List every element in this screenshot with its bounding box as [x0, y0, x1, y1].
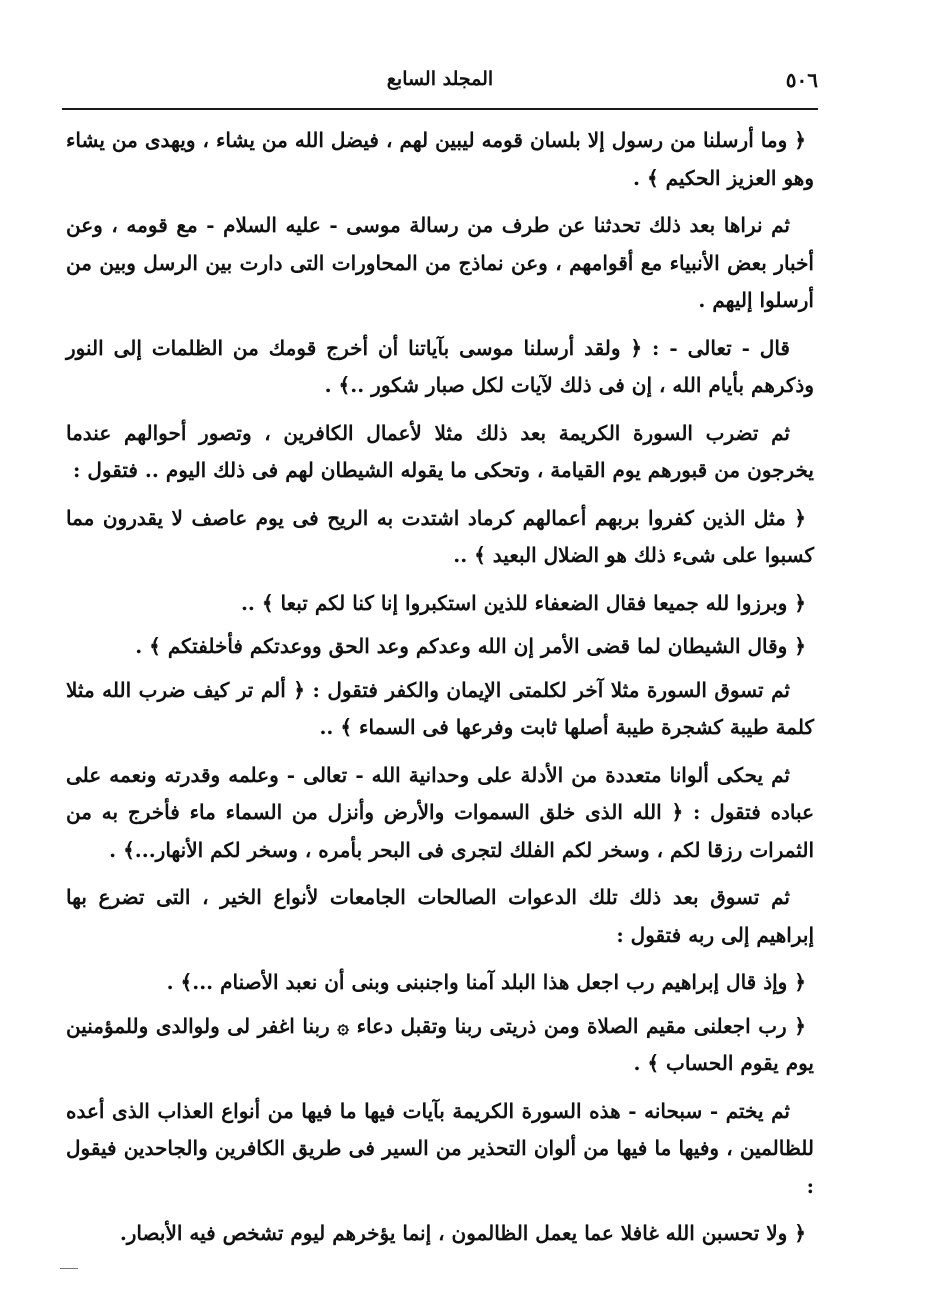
paragraph: ثم تسوق بعد ذلك تلك الدعوات الصالحات الجامعات لأنواع الخير ، التى تضرع بها إبراهيم إلى ربه فتقول : — [66, 885, 814, 947]
paragraph: ثم نراها بعد ذلك تحدثنا عن طرف من رسالة موسى - عليه السلام - مع قومه ، وعن أخبار بعض الأنبياء مع أقوامهم ، وعن نماذج من المحاورات التى دارت بين الرسل وبين من أرسلوا إليهم . — [66, 213, 814, 312]
page-body — [66, 122, 814, 1263]
paragraph-verse: ﴿ رب اجعلنى مقيم الصلاة ومن ذريتى ربنا وتقبل دعاء ۞ ربنا اغفر لى ولوالدى وللمؤمنين يوم يقوم الحساب ﴾ . — [66, 1013, 814, 1075]
paragraph: ثم يحكى ألوانا متعددة من الأدلة على وحدانية الله - تعالى - وعلمه وقدرته ونعمه على عباده فتقول : ﴿ الله الذى خلق السموات والأرض وأنزل من السماء ماء فأخرج به من الثمرات رزقا لكم ، وسخر لكم الفلك لتجرى فى البحر بأمره ، وسخر لكم الأنهار...﴾ . — [66, 762, 814, 862]
scan-mark — [60, 1268, 78, 1269]
paragraph: ثم يختم - سبحانه - هذه السورة الكريمة بآيات فيها ما فيها من أنواع العذاب الذى أعده للظالمين ، وفيها ما فيها من ألوان التحذير من السير فى طريق الكافرين والجاحدين فيقول : — [66, 1098, 814, 1198]
page-header — [62, 64, 818, 104]
paragraph-verse: ﴿ ولا تحسبن الله غافلا عما يعمل الظالمون ، إنما يؤخرهم ليوم تشخص فيه الأبصار. — [119, 1221, 806, 1245]
paragraph: ثم تضرب السورة الكريمة بعد ذلك مثلا لأعمال الكافرين ، وتصور أحوالهم عندما يخرجون من قبورهم يوم القيامة ، وتحكى ما يقوله الشيطان لهم فى ذلك اليوم .. فتقول : — [66, 420, 814, 482]
paragraph-verse: ﴿ وما أرسلنا من رسول إلا بلسان قومه ليبين لهم ، فيضل الله من يشاء ، ويهدى من يشاء وهو العزيز الحكيم ﴾ . — [66, 128, 814, 190]
paragraph-verse: ﴿ وإذ قال إبراهيم رب اجعل هذا البلد آمنا واجنبنى وبنى أن نعبد الأصنام ...﴾ . — [166, 970, 806, 994]
paragraph: قال - تعالى - : ﴿ ولقد أرسلنا موسى بآياتنا أن أخرج قومك من الظلمات إلى النور وذكرهم بأيام الله ، إن فى ذلك لآيات لكل صبار شكور ..﴾ . — [66, 335, 814, 397]
header-divider — [62, 108, 818, 110]
paragraph: ثم تسوق السورة مثلا آخر لكلمتى الإيمان والكفر فتقول : ﴿ ألم تر كيف ضرب الله مثلا كلمة طيبة كشجرة طيبة أصلها ثابت وفرعها فى السماء ﴾ .. — [66, 677, 814, 739]
paragraph-verse: ﴿ وبرزوا لله جميعا فقال الضعفاء للذين استكبروا إنا كنا لكم تبعا ﴾ .. — [240, 590, 806, 615]
paragraph-verse: ﴿ مثل الذين كفروا بربهم أعمالهم كرماد اشتدت به الريح فى يوم عاصف لا يقدرون مما كسبوا على شىء ذلك هو الضلال البعيد ﴾ .. — [66, 505, 814, 567]
paragraph-verse: ﴿ وقال الشيطان لما قضى الأمر إن الله وعدكم وعد الحق ووعدتكم فأخلفتكم ﴾ . — [135, 634, 806, 658]
page-number: ٥٠٦ — [785, 68, 818, 92]
running-title: المجلد السابع — [386, 68, 494, 90]
